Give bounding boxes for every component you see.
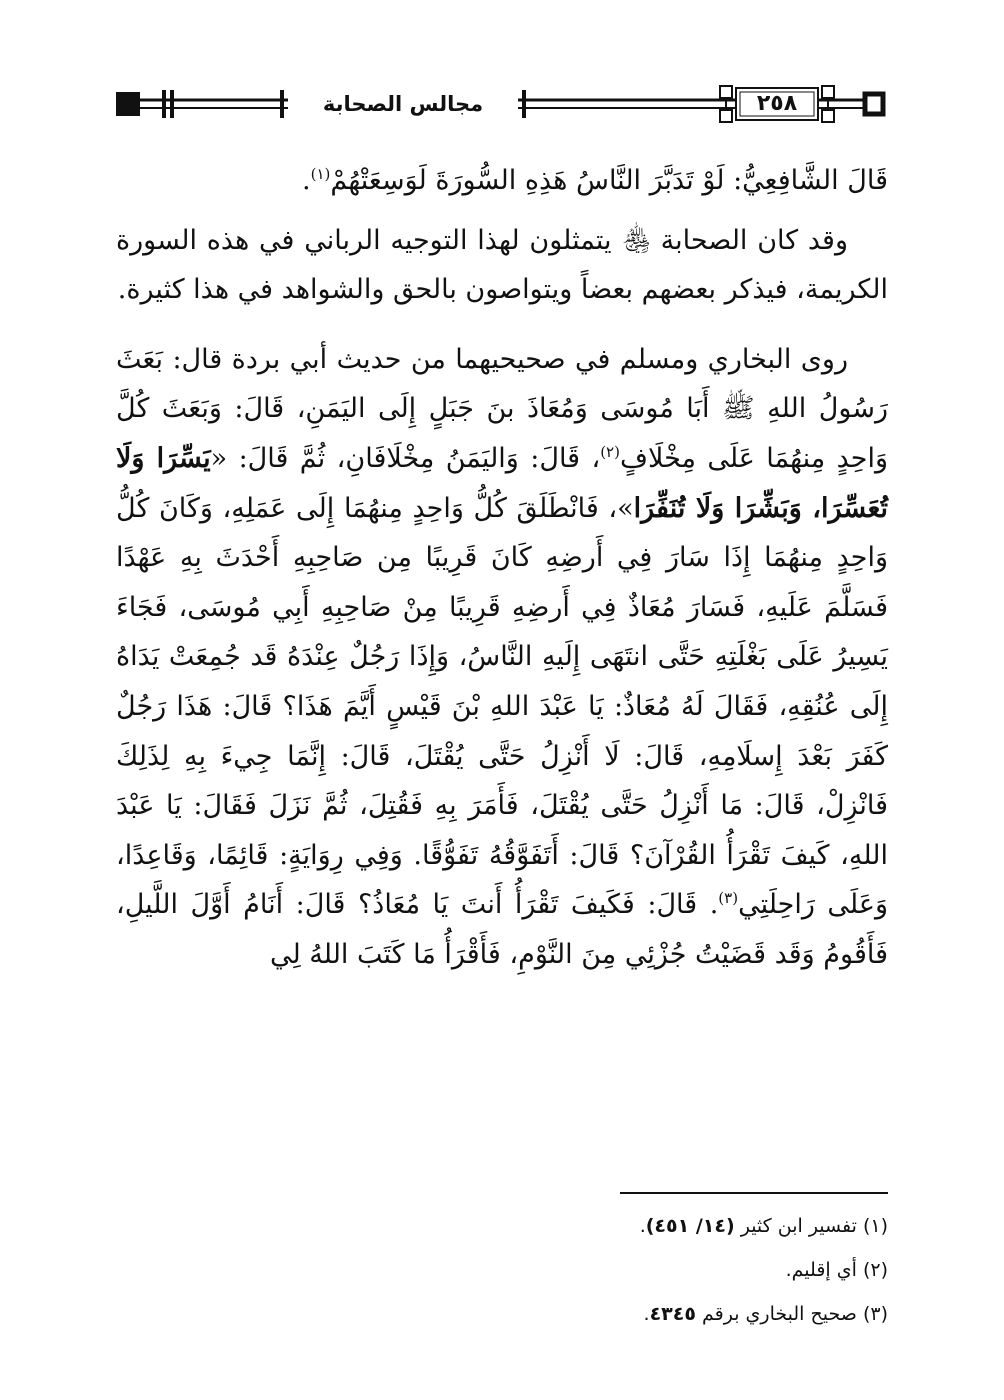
footnote-item [116, 1292, 888, 1336]
quote-end: . [301, 165, 311, 196]
footnote-text: تفسير ابن كثير [740, 1215, 857, 1237]
footnote-citation: (١٤/ ٤٥١) [645, 1215, 735, 1237]
left-square-ornament [116, 92, 140, 116]
footnote-separator [620, 1192, 888, 1194]
footnote-item [116, 1248, 888, 1292]
footnote-end: . [639, 1215, 646, 1237]
hadith-text-part3: »، فَانْطَلَقَ كُلُّ وَاحِدٍ مِنهُمَا إِلَى عَمَلِهِ، وَكَانَ كُلُّ وَاحِدٍ مِنهُمَا إِذَا سَارَ فِي أَرضِهِ كَانَ قَرِيبًا مِن صَاحِبِهِ أَحْدَثَ بِهِ عَهْدًا فَسَلَّمَ عَلَيهِ، فَسَارَ مُعَاذٌ فِي أَرضِهِ قَرِيبًا مِنْ صَاحِبِهِ أَبِي مُوسَى، فَجَاءَ يَسِيرُ عَلَى بَغْلَتِهِ حَتَّى انتَهَى إِلَيهِ النَّاسُ، وَإِذَا رَجُلٌ عِنْدَهُ قَد جُمِعَتْ يَدَاهُ إِلَى عُنُقِهِ، فَقَالَ لَهُ مُعَاذٌ: يَا عَبْدَ اللهِ بْنَ قَيْسٍ أَيَّمَ هَذَا؟ قَالَ: هَذَا رَجُلٌ كَفَرَ بَعْدَ إِسلَامِهِ، قَالَ: لَا أَنْزِلُ حَتَّى يُقْتَلَ، قَالَ: إِنَّمَا جِيءَ بِهِ لِذَلِكَ فَانْزِلْ، قَالَ: مَا أَنْزِلُ حَتَّى يُقْتَلَ، فَأَمَرَ بِهِ فَقُتِلَ، ثُمَّ نَزَلَ فَقَالَ: يَا عَبْدَ اللهِ، كَيفَ تَقْرَأُ القُرْآنَ؟ قَالَ: أَتَفَوَّقُهُ تَفَوُّقًا. وَفِي رِوَايَةٍ: قَائِمًا، وَقَاعِدًا، وَعَلَى رَاحِلَتِي [116, 492, 888, 921]
quote-text: قَالَ الشَّافِعِيُّ: لَوْ تَدَبَّرَ النَّاسُ هَذِهِ السُّورَةَ لَوَسِعَتْهُمْ [330, 165, 888, 196]
footnote-item [116, 1204, 888, 1248]
hadith-text-part4: . قَالَ: فَكَيفَ تَقْرَأُ أَنتَ يَا مُعَاذُ؟ قَالَ: أَنَامُ أَوَّلَ اللَّيلِ، فَأَقُومُ وَقَد قَضَيْتُ جُزْئِي مِنَ النَّوْمِ، فَأَقْرَأُ مَا كَتَبَ اللهُ لِي [116, 889, 888, 970]
footnote-text: صحيح البخاري برقم [702, 1303, 857, 1325]
shafii-quote-paragraph [116, 156, 888, 206]
footnote-text: أي إقليم [791, 1259, 857, 1281]
footnote-ref-1: (١) [310, 165, 331, 183]
footnote-end: . [643, 1303, 650, 1325]
footnote-number: (٣) [862, 1303, 888, 1325]
main-text [116, 156, 888, 980]
footnote-end: . [785, 1259, 792, 1281]
book-title: مجالس الصحابة [288, 88, 518, 120]
footnote-number: (٢) [862, 1259, 888, 1281]
footnote-number: (١) [862, 1215, 888, 1237]
footnotes [116, 1204, 888, 1336]
prophetic-saying: يَسِّرَا وَلَا تُعَسِّرَا، وَبَشِّرَا وَلَا تُنَفِّرَا [116, 442, 888, 524]
hadith-paragraph [116, 335, 888, 980]
right-square-ornament [865, 94, 883, 114]
footnote-citation: ٤٣٤٥ [649, 1303, 696, 1325]
footnote-ref-2: (٢) [600, 442, 620, 461]
footnote-ref-3: (٣) [718, 889, 739, 908]
context-paragraph: وقد كان الصحابة ﵃ يتمثلون لهذا التوجيه الرباني في هذه السورة الكريمة، فيذكر بعضهم بعضاً ويتواصون بالحق والشواهد في هذا كثيرة. [116, 224, 888, 306]
page-number: ٢٥٨ [756, 91, 798, 116]
hadith-text-part1: روى البخاري ومسلم في صحيحيهما من حديث أبي بردة قال: بَعَثَ رَسُولُ اللهِ ﷺ أَبَا مُوسَى وَمُعَاذَ بنَ جَبَلٍ إِلَى اليَمَنِ، قَالَ: وَبَعَثَ كُلَّ وَاحِدٍ مِنهُمَا عَلَى مِخْلَافٍ [116, 343, 888, 474]
hadith-text-part2: ، قَالَ: وَاليَمَنُ مِخْلَافَانِ، ثُمَّ قَالَ: « [210, 442, 601, 474]
running-header [116, 84, 888, 128]
